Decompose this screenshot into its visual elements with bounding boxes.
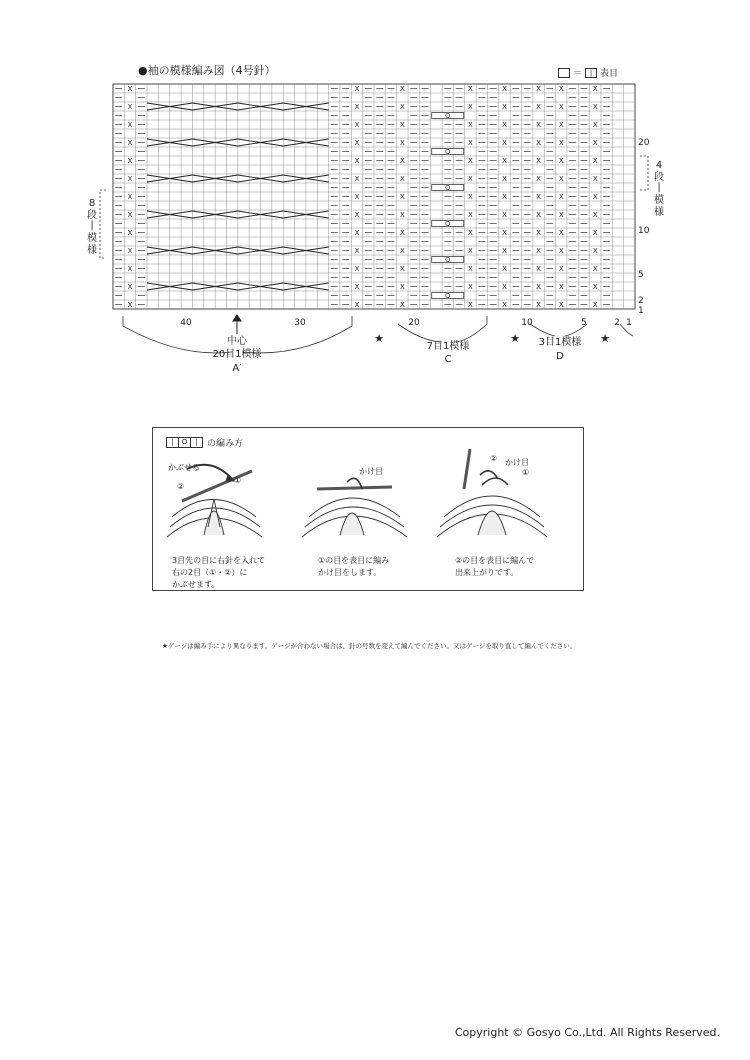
- bracket-row-repeat-right: [640, 156, 648, 190]
- twisted-stitch-mark: X: [558, 193, 564, 201]
- step-3-caption: ②の目を表目に編んで 出来上がりです。: [455, 556, 535, 577]
- bracket-row-repeat-left: [100, 190, 106, 258]
- svg-text:5: 5: [638, 270, 644, 280]
- svg-text:1: 1: [626, 318, 632, 328]
- svg-text:40: 40: [180, 318, 192, 328]
- twisted-stitch-mark: X: [127, 157, 133, 165]
- twisted-stitch-mark: X: [592, 193, 598, 201]
- step-2-callout-yarnover: かけ目: [359, 467, 383, 476]
- twisted-stitch-mark: X: [354, 121, 360, 129]
- svg-text:8: 8: [88, 198, 96, 209]
- twisted-stitch-mark: X: [354, 103, 360, 111]
- twisted-stitch-mark: X: [558, 265, 564, 273]
- twisted-stitch-mark: X: [558, 103, 564, 111]
- bracket-d-left: [530, 324, 555, 336]
- cable-stitch-icon: | O |: [166, 437, 203, 448]
- twisted-stitch-mark: X: [127, 121, 133, 129]
- twisted-stitch-mark: X: [558, 175, 564, 183]
- twisted-stitch-mark: X: [536, 103, 541, 111]
- svg-text:|: |: [90, 220, 94, 231]
- twisted-stitch-mark: X: [399, 85, 405, 93]
- step-1-caption: 3目先の目に右針を入れて 右の2目（①・②）に かぶせます。: [172, 556, 266, 589]
- twisted-stitch-mark: X: [592, 301, 598, 309]
- twisted-stitch-mark: X: [127, 247, 133, 255]
- svg-text:30: 30: [294, 318, 306, 328]
- row-repeat-right: [654, 160, 664, 218]
- twisted-stitch-mark: X: [536, 85, 541, 93]
- twisted-stitch-mark: X: [354, 175, 360, 183]
- step-3-callout-1: ①: [522, 468, 530, 477]
- twisted-stitch-mark: X: [354, 301, 360, 309]
- knit-stitch-icon: |: [585, 68, 597, 78]
- step-2-illustration: [302, 478, 407, 537]
- twisted-stitch-mark: X: [592, 229, 598, 237]
- twisted-stitch-mark: X: [354, 139, 360, 147]
- twisted-stitch-mark: X: [399, 139, 405, 147]
- column-numbers: [180, 318, 632, 328]
- twisted-stitch-mark: X: [399, 211, 405, 219]
- twisted-stitch-mark: X: [502, 103, 507, 111]
- twisted-stitch-mark: X: [399, 103, 405, 111]
- twisted-stitch-mark: X: [127, 175, 133, 183]
- star-icon: ★: [510, 332, 520, 345]
- twisted-stitch-mark: X: [592, 103, 598, 111]
- twisted-stitch-mark: X: [536, 121, 541, 129]
- svg-text:様: 様: [87, 245, 97, 256]
- copyright: Copyright © Gosyo Co.,Ltd. All Rights Reserved.: [454, 1026, 720, 1039]
- twisted-stitch-mark: X: [468, 211, 473, 219]
- twisted-stitch-mark: X: [536, 301, 541, 309]
- svg-text:20: 20: [408, 318, 420, 328]
- twisted-stitch-mark: X: [502, 211, 507, 219]
- twisted-stitch-mark: X: [127, 283, 133, 291]
- twisted-stitch-mark: X: [399, 157, 405, 165]
- twisted-stitch-mark: X: [127, 193, 133, 201]
- legend-label: 表目: [600, 69, 619, 79]
- twisted-stitch-mark: X: [399, 229, 405, 237]
- twisted-stitch-mark: X: [536, 193, 541, 201]
- twisted-stitch-mark: X: [127, 265, 133, 273]
- twisted-stitch-mark: X: [502, 85, 507, 93]
- chart-title: ●袖の模様編み図（4号針）: [138, 64, 276, 77]
- twisted-stitch-mark: X: [558, 157, 564, 165]
- twisted-stitch-mark: X: [502, 247, 507, 255]
- twisted-stitch-mark: X: [354, 193, 360, 201]
- twisted-stitch-mark: X: [354, 157, 360, 165]
- twisted-stitch-mark: X: [468, 175, 473, 183]
- twisted-stitch-mark: X: [354, 211, 360, 219]
- twisted-stitch-mark: X: [558, 247, 564, 255]
- twisted-stitch-mark: X: [592, 85, 598, 93]
- twisted-stitch-mark: X: [468, 193, 473, 201]
- chart-grid: [113, 84, 635, 309]
- twisted-stitch-mark: X: [502, 157, 507, 165]
- pattern-c-code: C: [444, 354, 452, 365]
- pattern-d-code: D: [556, 351, 564, 362]
- pattern-a-label: 20目1模様: [212, 349, 262, 360]
- twisted-stitch-mark: X: [536, 211, 541, 219]
- svg-text:段: 段: [87, 210, 97, 221]
- step-3-callout-2: ②: [490, 454, 498, 463]
- twisted-stitch-mark: X: [399, 175, 405, 183]
- twisted-stitch-mark: X: [354, 85, 360, 93]
- twisted-stitch-mark: X: [399, 121, 405, 129]
- twisted-stitch-mark: X: [558, 139, 564, 147]
- twisted-stitch-mark: X: [592, 283, 598, 291]
- twisted-stitch-mark: X: [502, 193, 507, 201]
- twisted-stitch-mark: X: [502, 229, 507, 237]
- twisted-stitch-mark: X: [558, 301, 564, 309]
- twisted-stitch-mark: X: [468, 103, 473, 111]
- svg-text:20: 20: [638, 138, 650, 148]
- twisted-stitch-mark: X: [468, 247, 473, 255]
- bracket-c-right: [456, 316, 487, 342]
- svg-text:4: 4: [655, 160, 663, 171]
- twisted-stitch-mark: X: [558, 85, 564, 93]
- svg-text:10: 10: [638, 226, 650, 236]
- twisted-stitch-mark: X: [536, 229, 541, 237]
- twisted-stitch-mark: X: [592, 247, 598, 255]
- twisted-stitch-mark: X: [592, 139, 598, 147]
- step-2-caption: ①の目を表目に編み かけ目をします。: [318, 556, 390, 577]
- twisted-stitch-mark: X: [468, 121, 473, 129]
- star-icon: ★: [600, 332, 610, 345]
- step-1-callout-cover: かぶせる: [168, 463, 200, 472]
- twisted-stitch-mark: X: [468, 283, 473, 291]
- twisted-stitch-mark: X: [502, 139, 507, 147]
- twisted-stitch-mark: X: [536, 265, 541, 273]
- twisted-stitch-mark: X: [558, 121, 564, 129]
- svg-text:2: 2: [614, 318, 620, 328]
- step-3-callout-yarnover: かけ目: [505, 458, 529, 467]
- howto-title-text: の編み方: [207, 439, 244, 449]
- legend-equals: ＝: [573, 69, 583, 79]
- twisted-stitch-mark: X: [354, 283, 360, 291]
- twisted-stitch-mark: X: [468, 85, 473, 93]
- svg-text:模: 模: [87, 233, 97, 244]
- star-icon: ★: [374, 332, 384, 345]
- row-repeat-left: [87, 198, 97, 256]
- twisted-stitch-mark: X: [127, 139, 133, 147]
- svg-text:10: 10: [521, 318, 533, 328]
- twisted-stitch-mark: X: [558, 211, 564, 219]
- bracket-a-left: [123, 316, 232, 353]
- twisted-stitch-mark: X: [592, 175, 598, 183]
- svg-text:5: 5: [581, 318, 587, 328]
- pattern-d-label: 3目1模様: [538, 337, 582, 348]
- knitting-chart: [0, 0, 750, 400]
- svg-text:様: 様: [654, 207, 664, 218]
- twisted-stitch-mark: X: [354, 247, 360, 255]
- pattern-c-label: 7目1模様: [426, 341, 470, 352]
- twisted-stitch-mark: X: [399, 265, 405, 273]
- twisted-stitch-mark: X: [399, 301, 405, 309]
- twisted-stitch-mark: X: [502, 283, 507, 291]
- twisted-stitch-mark: X: [536, 175, 541, 183]
- twisted-stitch-mark: X: [399, 193, 405, 201]
- twisted-stitch-mark: X: [536, 247, 541, 255]
- twisted-stitch-mark: X: [468, 301, 473, 309]
- twisted-stitch-mark: X: [558, 229, 564, 237]
- twisted-stitch-mark: X: [399, 283, 405, 291]
- twisted-stitch-mark: X: [592, 265, 598, 273]
- twisted-stitch-mark: X: [354, 229, 360, 237]
- twisted-stitch-mark: X: [468, 139, 473, 147]
- twisted-stitch-mark: X: [502, 265, 507, 273]
- twisted-stitch-mark: X: [127, 229, 133, 237]
- twisted-stitch-mark: X: [592, 121, 598, 129]
- twisted-stitch-mark: X: [468, 157, 473, 165]
- svg-text:2: 2: [638, 296, 644, 306]
- pattern-a-code: A′: [232, 363, 242, 374]
- twisted-stitch-mark: X: [127, 211, 133, 219]
- twisted-stitch-mark: X: [558, 283, 564, 291]
- twisted-stitch-mark: X: [127, 85, 133, 93]
- svg-text:段: 段: [654, 172, 664, 183]
- twisted-stitch-mark: X: [127, 301, 133, 309]
- twisted-stitch-mark: X: [127, 103, 133, 111]
- twisted-stitch-mark: X: [468, 265, 473, 273]
- svg-text:1: 1: [638, 306, 644, 316]
- twisted-stitch-mark: X: [399, 247, 405, 255]
- twisted-stitch-mark: X: [536, 157, 541, 165]
- step-1-callout-1: ①: [234, 476, 242, 485]
- svg-text:|: |: [657, 182, 661, 193]
- gauge-note: ★ゲージは編み手により異なります。ゲージが合わない場合は、針の号数を変えて編んでください。又はゲージを取り直して編んでください。: [162, 642, 577, 650]
- twisted-stitch-mark: X: [468, 229, 473, 237]
- center-arrow-icon: [233, 315, 241, 334]
- twisted-stitch-mark: X: [592, 211, 598, 219]
- twisted-stitch-mark: X: [592, 157, 598, 165]
- twisted-stitch-mark: X: [536, 283, 541, 291]
- step-1-callout-2: ②: [177, 482, 185, 491]
- step-1-illustration: [167, 465, 262, 537]
- svg-text:模: 模: [654, 195, 664, 206]
- twisted-stitch-mark: X: [502, 175, 507, 183]
- twisted-stitch-mark: X: [502, 301, 507, 309]
- twisted-stitch-mark: X: [354, 265, 360, 273]
- center-label: 中心: [227, 336, 247, 347]
- twisted-stitch-mark: X: [502, 121, 507, 129]
- twisted-stitch-mark: X: [536, 139, 541, 147]
